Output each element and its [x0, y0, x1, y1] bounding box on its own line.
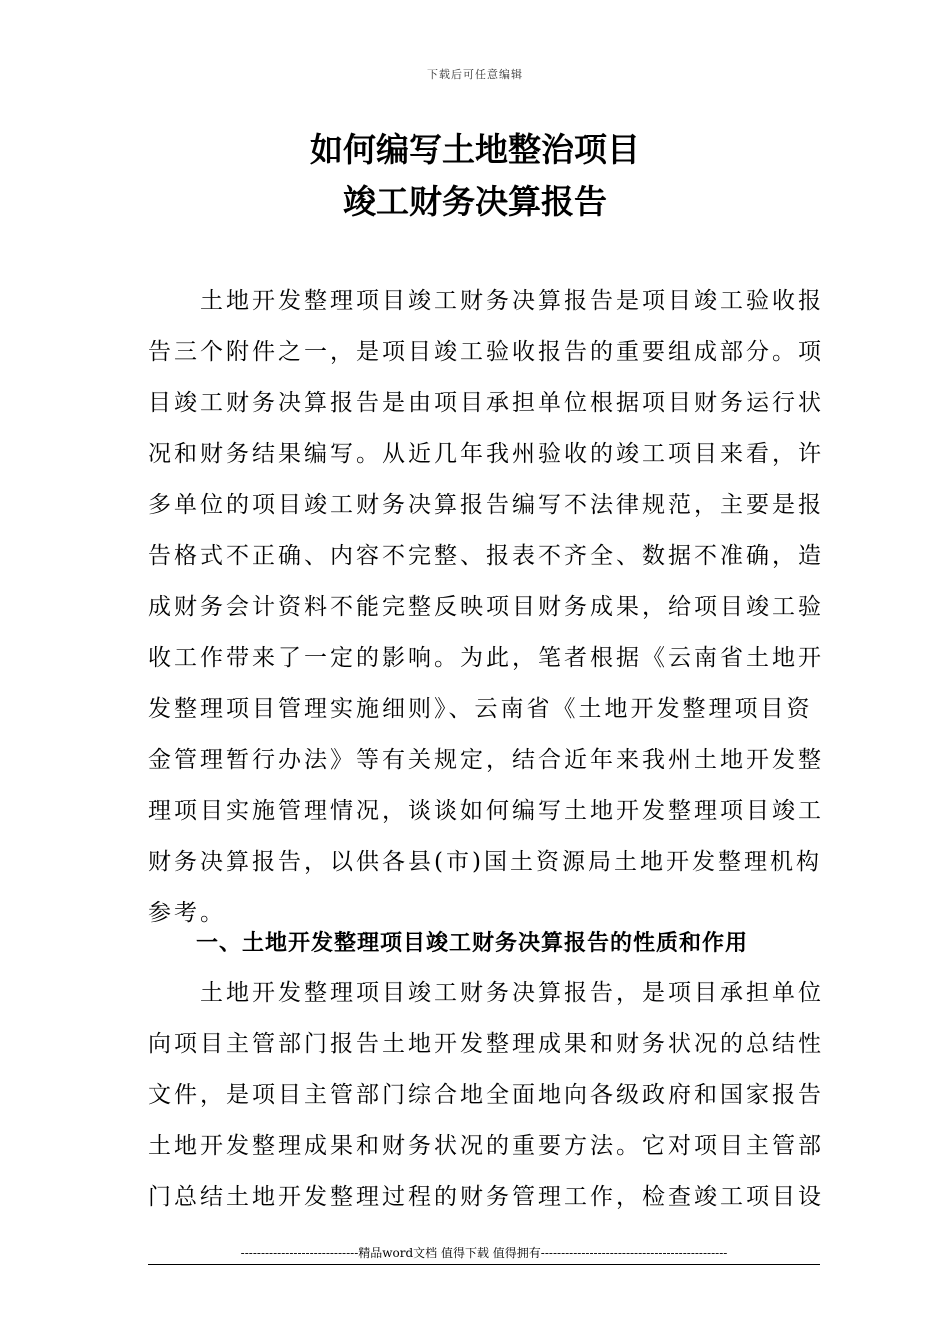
paragraph-line: 土地开发整理项目竣工财务决算报告，是项目承担单位: [148, 980, 824, 1006]
paragraph-line: 多单位的项目竣工财务决算报告编写不法律规范，主要是报: [148, 492, 824, 518]
paragraph-line: 文件，是项目主管部门综合地全面地向各级政府和国家报告: [148, 1082, 824, 1108]
paragraph-line: 土地开发整理项目竣工财务决算报告是项目竣工验收报: [148, 288, 824, 314]
paragraph-line: 门总结土地开发整理过程的财务管理工作，检查竣工项目设: [148, 1184, 824, 1210]
paragraph-line: 况和财务结果编写。从近几年我州验收的竣工项目来看，许: [148, 441, 824, 467]
paragraph-line: 财务决算报告，以供各县(市)国土资源局土地开发整理机构: [148, 849, 822, 875]
paragraph-line: 土地开发整理成果和财务状况的重要方法。它对项目主管部: [148, 1133, 824, 1159]
footer-divider: [148, 1264, 820, 1265]
paragraph-line: 发整理项目管理实施细则》、云南省《土地开发整理项目资: [148, 696, 813, 722]
paragraph-line: 目竣工财务决算报告是由项目承担单位根据项目财务运行状: [148, 390, 824, 416]
paragraph-line: 成财务会计资料不能完整反映项目财务成果，给项目竣工验: [148, 594, 824, 620]
section-heading-1: 一、土地开发整理项目竣工财务决算报告的性质和作用: [196, 931, 749, 956]
page-footer-note: -----------------------------精品word文档 值得下载 值得拥有----------------------------------------------: [240, 1246, 728, 1260]
paragraph-section-1: [148, 968, 824, 1223]
document-title-line-1: 如何编写土地整治项目: [310, 130, 640, 169]
paragraph-intro: [148, 276, 824, 939]
document-title-line-2: 竣工财务决算报告: [343, 182, 607, 221]
paragraph-line: 收工作带来了一定的影响。为此，笔者根据《云南省土地开: [148, 645, 824, 671]
paragraph-line: 向项目主管部门报告土地开发整理成果和财务状况的总结性: [148, 1031, 824, 1057]
paragraph-line: 金管理暂行办法》等有关规定，结合近年来我州土地开发整: [148, 747, 824, 773]
paragraph-line: 告三个附件之一，是项目竣工验收报告的重要组成部分。项: [148, 339, 824, 365]
page-header-note: 下载后可任意编辑: [427, 68, 523, 81]
paragraph-line: 参考。: [148, 900, 226, 926]
paragraph-line: 告格式不正确、内容不完整、报表不齐全、数据不准确，造: [148, 543, 824, 569]
paragraph-line: 理项目实施管理情况，谈谈如何编写土地开发整理项目竣工: [148, 798, 824, 824]
